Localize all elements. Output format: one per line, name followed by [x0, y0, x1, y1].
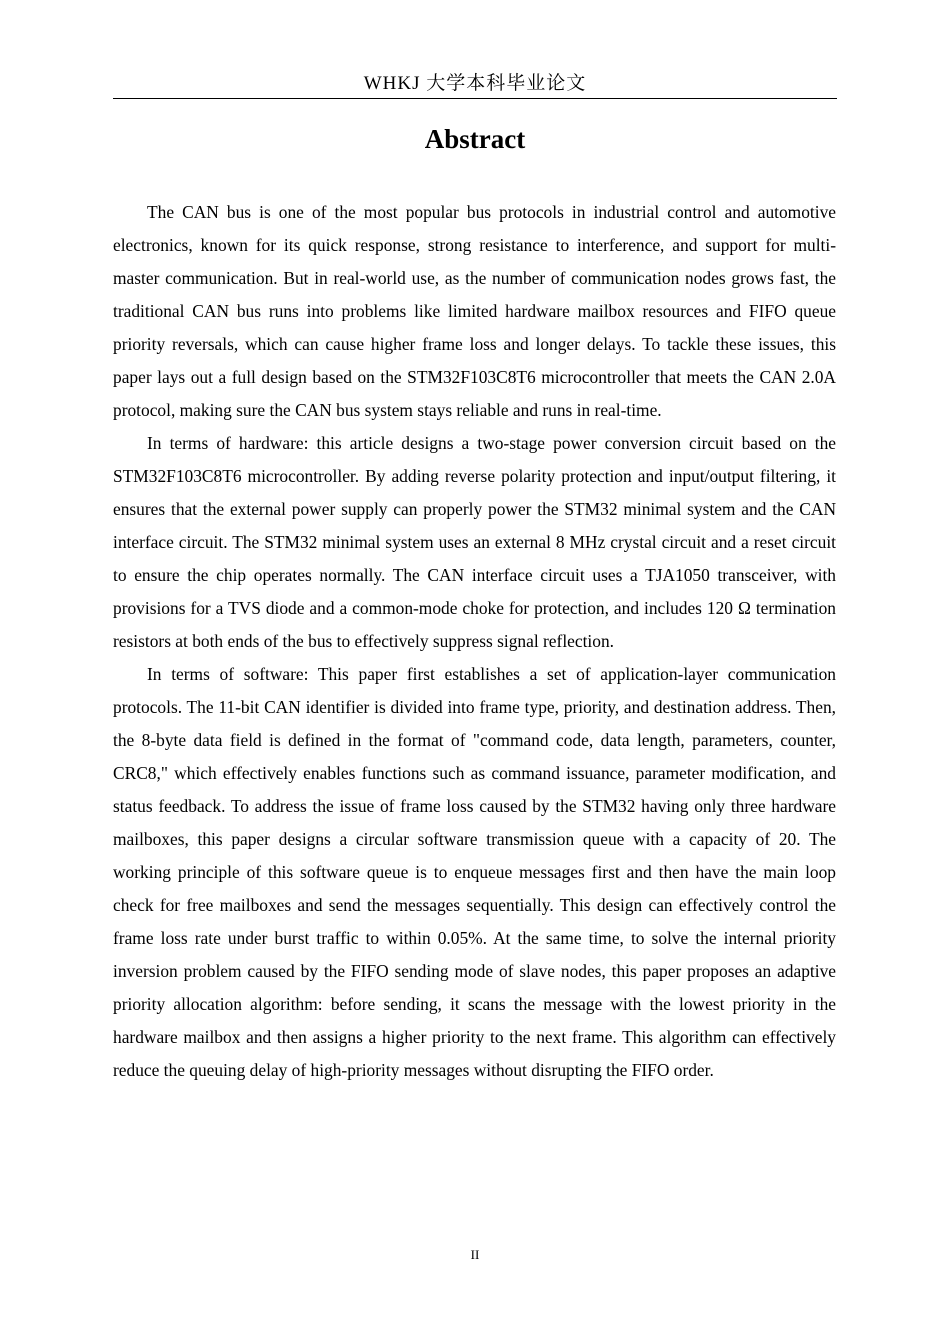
abstract-title: Abstract	[424, 124, 526, 154]
header-rule	[113, 98, 837, 99]
page-number: II	[470, 1247, 480, 1262]
abstract-paragraph-2: In terms of hardware: this article designs a two-stage power conversion circuit based on the STM32F103C8T6 microcontroller. By adding reverse polarity protection and input/output filtering, it ensures that the external power supply can properly power the STM32 minimal system and the CAN interface circuit. The STM32 minimal system uses an external 8 MHz crystal circuit and a reset circuit to ensure the chip operates normally. The CAN interface circuit uses a TJA1050 transceiver, with provisions for a TVS diode and a common-mode choke for protection, and includes 120 Ω termination resistors at both ends of the bus to effectively suppress signal reflection.	[113, 433, 836, 651]
abstract-body	[113, 196, 836, 1087]
abstract-paragraph-1: The CAN bus is one of the most popular bus protocols in industrial control and automotive electronics, known for its quick response, strong resistance to interference, and support for multi-master communication. But in real-world use, as the number of communication nodes grows fast, the traditional CAN bus runs into problems like limited hardware mailbox resources and FIFO queue priority reversals, which can cause higher frame loss and longer delays. To tackle these issues, this paper lays out a full design based on the STM32F103C8T6 microcontroller that meets the CAN 2.0A protocol, making sure the CAN bus system stays reliable and runs in real-time.	[113, 202, 836, 420]
running-header: WHKJ 大学本科毕业论文	[363, 73, 587, 94]
abstract-paragraph-3: In terms of software: This paper first establishes a set of application-layer communication protocols. The 11-bit CAN identifier is divided into frame type, priority, and destination address. Then, the 8-byte data field is defined in the format of "command code, data length, parameters, counter, CRC8," which effectively enables functions such as command issuance, parameter modification, and status feedback. To address the issue of frame loss caused by the STM32 having only three hardware mailboxes, this paper designs a circular software transmission queue with a capacity of 20. The working principle of this software queue is to enqueue messages first and then have the main loop check for free mailboxes and send the messages sequentially. This design can effectively control the frame loss rate under burst traffic to within 0.05%. At the same time, to solve the internal priority inversion problem caused by the FIFO sending mode of slave nodes, this paper proposes an adaptive priority allocation algorithm: before sending, it scans the message with the lowest priority in the hardware mailbox and then assigns a higher priority to the next frame. This algorithm can effectively reduce the queuing delay of high-priority messages without disrupting the FIFO order.	[113, 664, 836, 1080]
